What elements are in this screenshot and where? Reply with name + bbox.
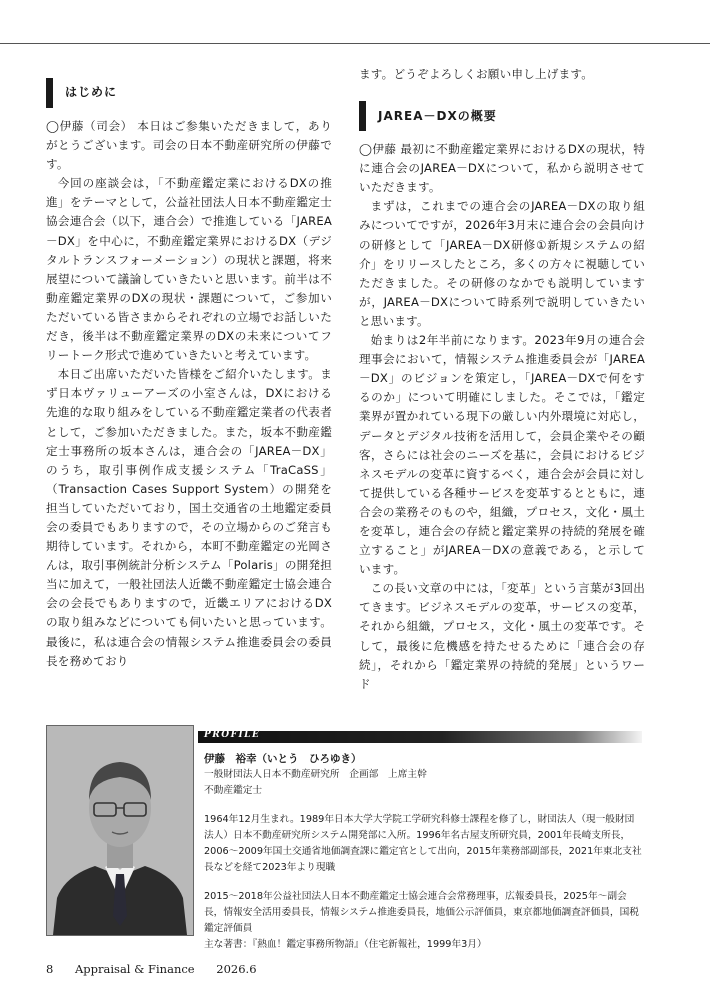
paragraph: ◯伊藤（司会） 本日はご参集いただきまして，ありがとうございます。司会の日本不動産研究所の伊藤です。 [46, 119, 332, 172]
issue-date: 2026.6 [216, 962, 257, 976]
profile-affiliation: 一般財団法人日本不動産研究所 企画部 上席主幹 [204, 769, 427, 780]
page-footer [46, 962, 257, 976]
profile-title: 不動産鑑定士 [204, 785, 263, 796]
header-rule [0, 43, 710, 44]
paragraph: ◯伊藤 最初に不動産鑑定業界におけるDXの現状，特に連合会のJAREA－DXについて，私から説明させていただきます。 [359, 142, 645, 195]
page-number: 8 [46, 962, 54, 976]
paragraph: 本日ご出席いただいた皆様をご紹介いたします。まず日本ヴァリューアーズの小室さんは，DXにおける先進的な取り組みをしている不動産鑑定業者の代表者として，ご参加いただきました。また，坂本不動産鑑定士事務所の坂本さんは，連合会の「JAREA－DX」のうち，取引事例作成支援システム「TraCaSS」（Transaction Cases Support System）の開発を担当していただいており，国土交通省の土地鑑定委員会の委員でもありますので，その立場からのご発言も期待しています。それから，本町不動産鑑定の光岡さんは，取引事例統計分析システム「Polaris」の開発担当に加えて，一般社団法人近畿不動産鑑定士協会連合会の会長でもありますので，近畿エリアにおけるDXの取り組みなどについても伺いたいと思っています。最後に，私は連合会の情報システム推進委員会の委員長を務めており [46, 367, 332, 668]
profile-band [198, 731, 642, 743]
section-heading-intro [46, 78, 332, 108]
publication-name: Appraisal & Finance [74, 962, 195, 976]
paragraph: 今回の座談会は，「不動産鑑定業におけるDXの推進」をテーマとして，公益社団法人日本不動産鑑定士協会連合会（以下，連合会）で推進している「JAREA－DX」を中心に，不動産鑑定業界におけるDX（デジタルトランスフォーメーション）の現状と課題，将来展望について議論していきたいと思います。前半は不動産鑑定業界のDXの現状・課題について，ご参加いただいている皆さまからそれぞれの立場でお話しいただき，後半は不動産鑑定業界のDXの未来についてフリートーク形式で進めていきたいと考えています。 [46, 176, 332, 363]
profile-works: 主な著書：『熱血！鑑定事務所物語』（住宅新報社，1999年3月） [204, 939, 487, 950]
left-column [46, 78, 332, 671]
right-column [359, 65, 645, 694]
heading-bar [46, 78, 53, 108]
profile-positions: 2015～2018年公益社団法人日本不動産鑑定士協会連合会常務理事，広報委員長，2025年～副会長，情報安全活用委員長，情報システム推進委員長，地価公示評価員，東京都地価調査評価員，国税鑑定評価員 [204, 891, 639, 934]
profile-text [204, 751, 644, 953]
section-heading-overview [359, 101, 645, 131]
paragraph: まずは，これまでの連合会のJAREA－DXの取り組みについてですが，2026年3月末に連合会の会員向けの研修として「JAREA－DX研修①新規システムの紹介」をリリースしたところ，多くの方々に視聴していただきました。その研修のなかでも説明していますが，JAREA－DXについて時系列で説明していきたいと思います。 [359, 199, 645, 328]
paragraph: 始まりは2年半前になります。2023年9月の連合会理事会において，情報システム推進委員会が「JAREA－DX」のビジョンを策定し，「JAREA－DXで何をするのか」について明確にしました。そこでは，「鑑定業界が置かれている現下の厳しい内外環境に対応し，データとデジタル技術を活用して，会員企業やその顧客，さらには社会のニーズを基に，会員におけるビジネスモデルの変革に資するべく，連合会が会員に対して提供している各種サービスを変革するとともに，連合会の業務そのものや，組織，プロセス，文化・風土を変革し，連合会の存続と鑑定業界の持続的発展を確立すること」がJAREA－DXの意義である，と示しています。 [359, 333, 645, 577]
portrait-image [47, 726, 193, 935]
continued-text: ます。どうぞよろしくお願い申し上げます。 [359, 67, 594, 81]
profile-name: 伊藤 裕幸（いとう ひろゆき） [204, 753, 362, 765]
profile-photo [46, 725, 194, 936]
heading-bar [359, 101, 366, 131]
profile-bio: 1964年12月生まれ。1989年日本大学大学院工学研究科修士課程を修了し，財団法人（現一般財団法人）日本不動産研究所システム開発部に入所。1996年名古屋支所研究員，2001年長崎支所長，2006～2009年国土交通省地価調査課に鑑定官として出向，2015年業務部副部長，2021年東北支社長などを経て2023年より現職 [204, 814, 642, 873]
heading-text: はじめに [65, 85, 118, 100]
paragraph: この長い文章の中には，「変革」という言葉が3回出てきます。ビジネスモデルの変革，サービスの変革，それから組織，プロセス，文化・風土の変革です。そして，最後に危機感を持たせるために「連合会の存続」，それから「鑑定業界の持続的発展」というワード [359, 581, 645, 691]
profile-label: PROFILE [204, 730, 261, 740]
heading-text: JAREA－DXの概要 [378, 108, 497, 123]
